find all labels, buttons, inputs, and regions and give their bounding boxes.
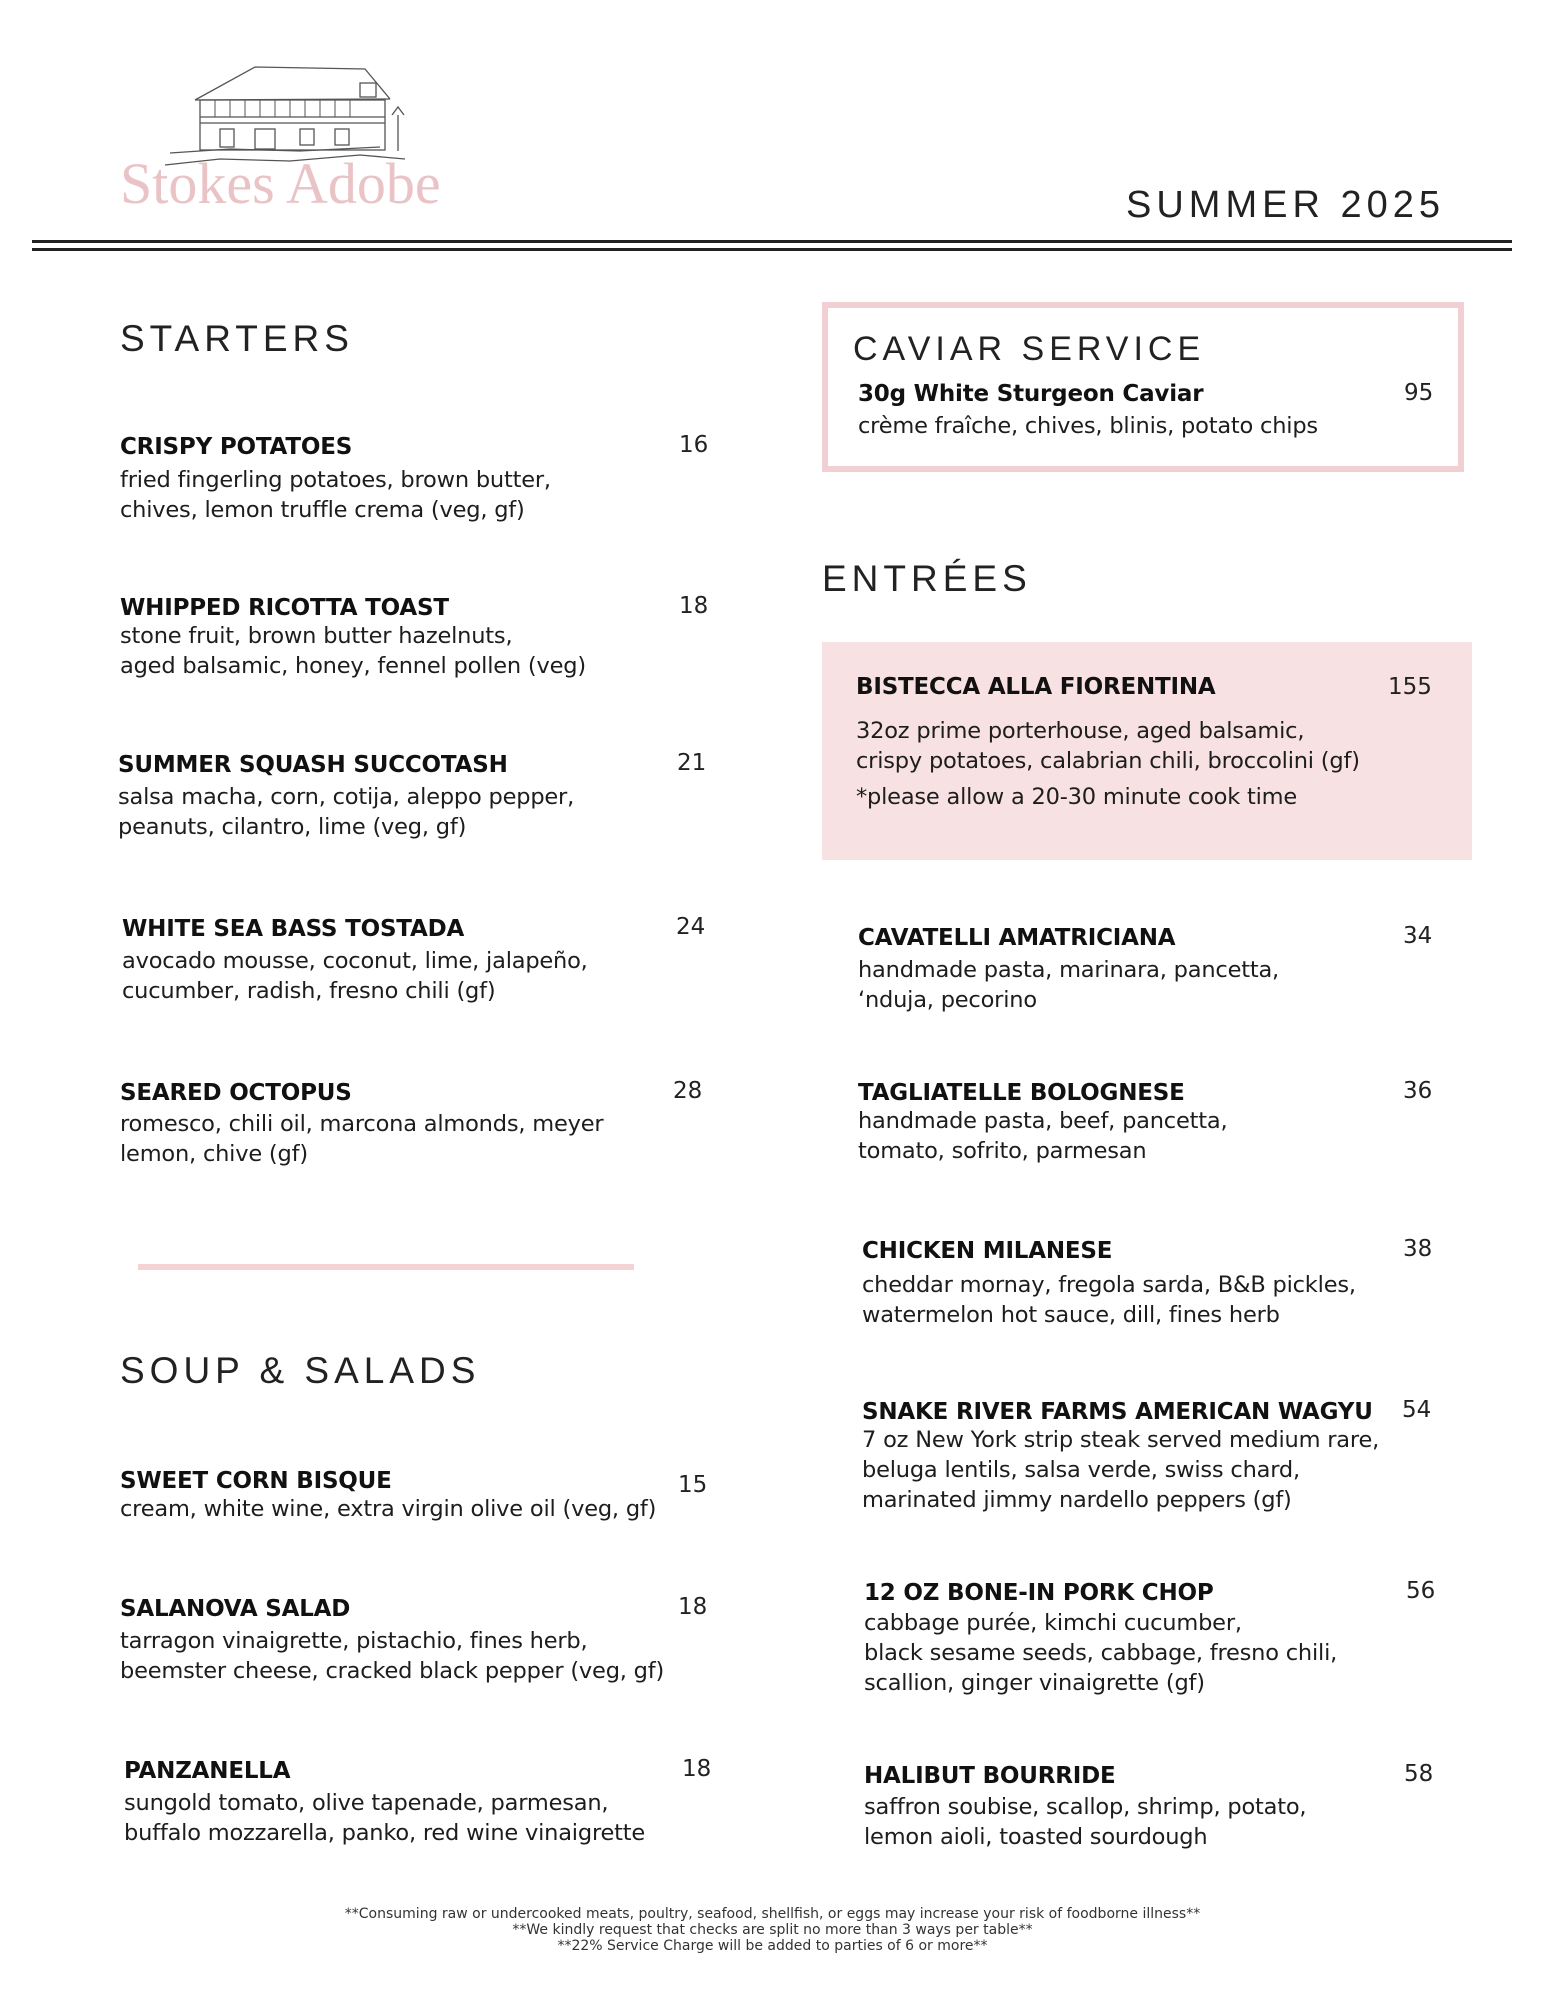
item-price: 15 <box>678 1472 708 1498</box>
item-name: SUMMER SQUASH SUCCOTASH <box>118 752 508 778</box>
item-price: 24 <box>676 914 706 940</box>
caviar-heading: CAVIAR SERVICE <box>853 330 1206 368</box>
item-description: fried fingerling potatoes, brown butter, chives, lemon truffle crema (veg, gf) <box>120 467 551 523</box>
item-name: HALIBUT BOURRIDE <box>864 1763 1116 1789</box>
item-description: sungold tomato, olive tapenade, parmesan, buffalo mozzarella, panko, red wine vinaigrette <box>124 1790 646 1846</box>
item-name: TAGLIATELLE BOLOGNESE <box>858 1080 1185 1106</box>
item-name: SALANOVA SALAD <box>120 1596 351 1622</box>
item-description: handmade pasta, marinara, pancetta, ‘nduja, pecorino <box>858 957 1280 1013</box>
caviar-item-description: crème fraîche, chives, blinis, potato chips <box>858 413 1318 439</box>
footer-note-service-charge: **22% Service Charge will be added to parties of 6 or more** <box>557 1938 988 1954</box>
item-description: salsa macha, corn, cotija, aleppo pepper, peanuts, cilantro, lime (veg, gf) <box>118 784 575 840</box>
season-title: SUMMER 2025 <box>1126 184 1445 226</box>
featured-item-description: 32oz prime porterhouse, aged balsamic, crispy potatoes, calabrian chili, broccolini (gf) <box>856 718 1360 774</box>
item-price: 18 <box>679 593 709 619</box>
item-name: WHITE SEA BASS TOSTADA <box>122 916 465 942</box>
footer-note-split-checks: **We kindly request that checks are split no more than 3 ways per table** <box>512 1922 1033 1938</box>
item-description: saffron soubise, scallop, shrimp, potato, lemon aioli, toasted sourdough <box>864 1794 1307 1850</box>
caviar-item-price: 95 <box>1404 380 1434 406</box>
entrees-heading: ENTRÉES <box>822 558 1032 599</box>
item-description: tarragon vinaigrette, pistachio, fines herb, beemster cheese, cracked black pepper (veg, gf) <box>120 1628 665 1684</box>
item-price: 28 <box>673 1078 703 1104</box>
item-price: 16 <box>679 432 709 458</box>
item-description: handmade pasta, beef, pancetta, tomato, sofrito, parmesan <box>858 1108 1228 1164</box>
item-name: WHIPPED RICOTTA TOAST <box>120 595 449 621</box>
item-price: 18 <box>682 1756 712 1782</box>
soups-heading: SOUP & SALADS <box>120 1350 481 1391</box>
item-description: romesco, chili oil, marcona almonds, meyer lemon, chive (gf) <box>120 1111 604 1167</box>
item-price: 21 <box>677 750 707 776</box>
caviar-item-name: 30g White Sturgeon Caviar <box>858 381 1204 407</box>
item-description: avocado mousse, coconut, lime, jalapeño, cucumber, radish, fresno chili (gf) <box>122 948 588 1004</box>
starters-heading: STARTERS <box>120 318 354 359</box>
item-price: 38 <box>1403 1236 1433 1262</box>
item-description: cabbage purée, kimchi cucumber, black sesame seeds, cabbage, fresno chili, scallion, ginger vinaigrette (gf) <box>864 1610 1338 1696</box>
featured-item-price: 155 <box>1388 674 1432 700</box>
item-name: 12 OZ BONE-IN PORK CHOP <box>864 1580 1214 1606</box>
item-price: 36 <box>1403 1078 1433 1104</box>
item-description: stone fruit, brown butter hazelnuts, aged balsamic, honey, fennel pollen (veg) <box>120 623 586 679</box>
featured-item-note: *please allow a 20-30 minute cook time <box>856 784 1298 810</box>
footer-note-foodborne: **Consuming raw or undercooked meats, poultry, seafood, shellfish, or eggs may increase your risk of foodborne illness** <box>344 1906 1201 1922</box>
item-price: 18 <box>678 1594 708 1620</box>
item-name: CAVATELLI AMATRICIANA <box>858 925 1176 951</box>
section-divider <box>138 1264 634 1270</box>
item-name: SWEET CORN BISQUE <box>120 1468 392 1494</box>
item-name: CHICKEN MILANESE <box>862 1238 1113 1264</box>
item-price: 34 <box>1403 923 1433 949</box>
item-price: 54 <box>1402 1397 1432 1423</box>
header-rule-top <box>32 240 1512 243</box>
item-name: SNAKE RIVER FARMS AMERICAN WAGYU <box>862 1399 1373 1425</box>
item-description: cheddar mornay, fregola sarda, B&B pickles, watermelon hot sauce, dill, fines herb <box>862 1272 1356 1328</box>
logo-wordmark: Stokes Adobe <box>120 151 441 216</box>
item-description: 7 oz New York strip steak served medium rare, beluga lentils, salsa verde, swiss chard, marinated jimmy nardello peppers (gf) <box>862 1427 1380 1513</box>
item-name: CRISPY POTATOES <box>120 434 353 460</box>
item-name: SEARED OCTOPUS <box>120 1080 352 1106</box>
header-rule-bottom <box>32 248 1512 251</box>
item-price: 58 <box>1404 1761 1434 1787</box>
item-description: cream, white wine, extra virgin olive oil (veg, gf) <box>120 1496 657 1522</box>
featured-item-name: BISTECCA ALLA FIORENTINA <box>856 674 1216 700</box>
item-price: 56 <box>1406 1578 1436 1604</box>
item-name: PANZANELLA <box>124 1758 291 1784</box>
